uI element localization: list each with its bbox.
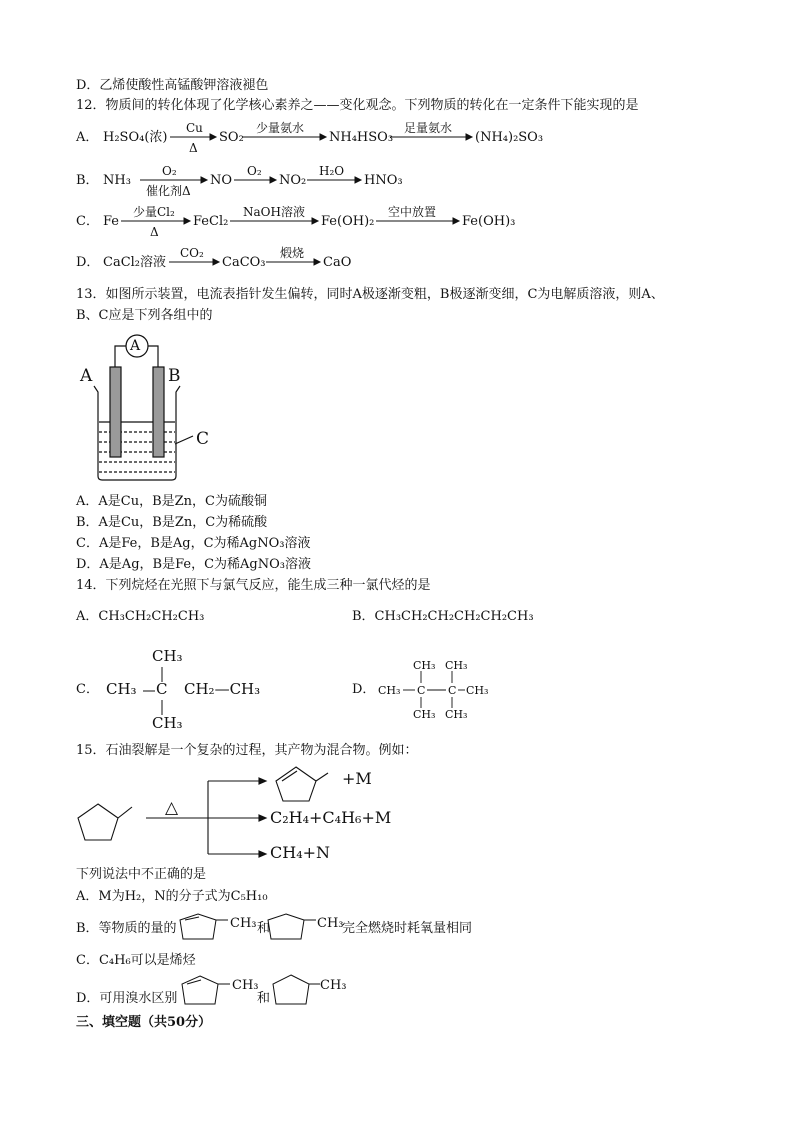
q13-option-a: A．A是Cu，B是Zn，C为硫酸铜 bbox=[76, 494, 268, 509]
q15-stem: 15．石油裂解是一个复杂的过程，其产物为混合物。例如： bbox=[76, 743, 418, 758]
electrode-b bbox=[153, 367, 164, 457]
q14-stem: 14．下列烷烃在光照下与氯气反应，能生成三种一氯代烃的是 bbox=[76, 578, 431, 593]
product-2: C₂H₄+C₄H₆+M bbox=[270, 808, 392, 827]
ammeter-icon bbox=[126, 335, 148, 357]
q12-stem: 12．物质间的转化体现了化学核心素养之——变化观念。下列物质的转化在一定条件下能实现的是 bbox=[76, 98, 639, 113]
product-3: CH₄+N bbox=[270, 843, 331, 862]
q15-question: 下列说法中不正确的是 bbox=[76, 867, 207, 882]
q13-stem-line2: B、C应是下列各组中的 bbox=[76, 308, 213, 323]
product-1: +M bbox=[342, 769, 372, 788]
q14-d-bonds bbox=[403, 671, 465, 708]
methylcyclopentane-icon bbox=[78, 804, 118, 840]
q15-d-rings bbox=[182, 975, 320, 1004]
q13-option-c: C．A是Fe，B是Ag，C为稀AgNO₃溶液 bbox=[76, 536, 311, 551]
electrolyte-c-label: C bbox=[196, 429, 210, 449]
section-3-heading: 三、填空题（共50分） bbox=[76, 1015, 212, 1030]
q13-option-d: D．A是Ag，B是Fe，C为稀AgNO₃溶液 bbox=[76, 557, 311, 572]
q14-option-b: B．CH₃CH₂CH₂CH₂CH₂CH₃ bbox=[352, 609, 534, 624]
q14-c-bonds bbox=[143, 667, 162, 715]
heat-condition: △ bbox=[165, 798, 179, 818]
q13-option-b: B．A是Cu，B是Zn，C为稀硫酸 bbox=[76, 515, 268, 530]
q15-reaction-scheme bbox=[78, 767, 328, 857]
reaction-arrows bbox=[121, 134, 472, 265]
q14-option-a: A．CH₃CH₂CH₂CH₃ bbox=[76, 609, 205, 624]
beaker-icon bbox=[94, 386, 180, 480]
q15-option-c: C．C₄H₆可以是烯烃 bbox=[76, 953, 196, 968]
q15-b-rings bbox=[180, 914, 316, 939]
q13-stem-line1: 13．如图所示装置，电流表指针发生偏转，同时A极逐渐变粗，B极逐渐变细，C为电解质溶液，则A、 bbox=[76, 287, 664, 302]
electrode-a bbox=[110, 367, 121, 457]
galvanic-cell-figure bbox=[94, 335, 193, 480]
electrode-b-label: B bbox=[168, 366, 181, 386]
electrode-a-label: A bbox=[80, 366, 93, 386]
q11-option-d: D．乙烯使酸性高锰酸钾溶液褪色 bbox=[76, 78, 269, 93]
q15-option-a: A．M为H₂，N的分子式为C₅H₁₀ bbox=[76, 889, 268, 904]
ammeter-label: A bbox=[130, 338, 141, 354]
